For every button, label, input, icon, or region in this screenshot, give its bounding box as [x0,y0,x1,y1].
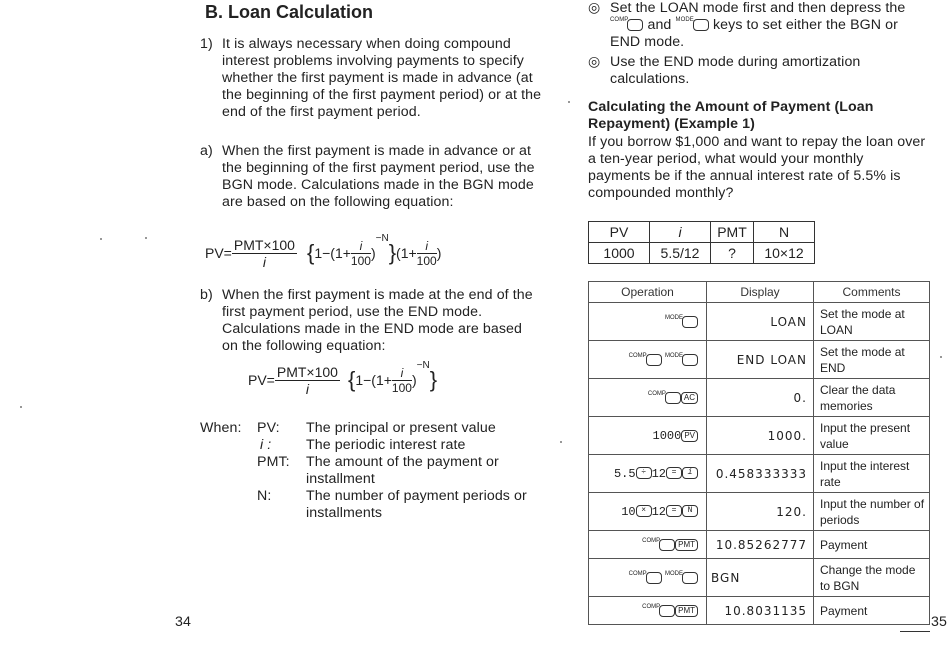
def-desc: The principal or present value [306,420,496,436]
equation-bgn: PV= $\frac{\text{PMT×100}}{i}$ { 1 −(1+ $\frac{i}{100}$ ) −N } (1+ $\frac{i}{100}$ ) [205,233,442,270]
comp-key-icon [646,572,662,584]
var-value: 10×12 [754,243,815,264]
equation-end: PV= $\frac{\text{PMT×100}}{i}$ { 1 −(1+ $\frac{i}{100}$ ) −N } [248,360,438,397]
item-number: b) [200,287,213,303]
page-number-left: 34 [175,614,191,630]
calc-key-icon: = [666,505,682,517]
mode-key-icon [682,354,698,366]
def-term: N: [257,488,272,504]
page-number-right: 35 [931,614,947,630]
def-desc: The periodic interest rate [306,437,466,453]
table-row: MODE LOAN Set the mode at LOAN [589,303,930,341]
ops-header: Comments [814,282,930,303]
when-label: When: [200,420,242,436]
comp-key-icon [646,354,662,366]
pmt-key-icon: PMT [675,605,698,617]
paragraph-1: It is always necessary when doing compound interest problems involving payments to specify whether the first payment is made in advance (at the beginning of the first payment period) or at the end of the first payment period. [222,36,542,120]
variables-table [588,221,815,264]
ac-key-icon: AC [681,392,698,404]
table-row: COMP PMT 10.8031135 Payment [589,597,930,625]
item-number: 1) [200,36,213,52]
var-value: 5.5/12 [650,243,711,264]
comp-key-icon [627,19,643,31]
table-row: COMP MODE END LOAN Set the mode at END [589,341,930,379]
example-text: If you borrow $1,000 and want to repay the loan over a ten-year period, what would your monthly payments be if the annual interest rate of 5.5% is compounded monthly? [588,134,926,201]
paragraph-a: When the first payment is made in advance or at the beginning of the first payment period, use the BGN mode. Calculations made in the BGN mode are based on the following equation: [222,143,535,210]
def-desc: The number of payment periods or installments [306,488,527,521]
var-value: 1000 [589,243,650,264]
calc-key-icon: × [636,505,652,517]
def-desc: The amount of the payment or installment [306,454,499,487]
item-number: a) [200,143,213,159]
ops-header: Operation [589,282,707,303]
table-row: COMP MODE BGN Change the mode to BGN [589,559,930,597]
calc-key-icon: = [666,467,682,479]
def-term: PMT: [257,454,290,470]
paragraph-b: When the first payment is made at the end of the first payment period, use the END mode. Calculations made in the END mode are based on the following equation: [222,287,533,354]
var-header: PV [589,222,650,243]
table-row: 5.5 ÷ 12 = i 0.458333333 Input the interest rate [589,455,930,493]
pmt-key-icon: PMT [675,539,698,551]
def-term: i : [260,437,272,453]
mode-key-icon [682,316,698,328]
mode-key-icon [682,572,698,584]
bullet-icon: ◎ [588,54,601,70]
bullet-1: Set the LOAN mode first and then depress the COMP and MODE keys to set either the BGN or END mode. [610,0,906,50]
table-row: COMP AC 0. Clear the data memories [589,379,930,417]
section-heading: B. Loan Calculation [205,2,374,22]
var-value: ? [711,243,754,264]
var-header: N [754,222,815,243]
ops-header: Display [707,282,814,303]
pv-key-icon: PV [681,430,698,442]
bullet-2: Use the END mode during amortization calculations. [610,54,861,87]
comp-key-icon [659,605,675,617]
def-term: PV: [257,420,280,436]
calc-key-icon: ÷ [636,467,652,479]
table-row: 1000 PV 1000. Input the present value [589,417,930,455]
var-header: PMT [711,222,754,243]
table-row: COMP PMT 10.85262777 Payment [589,531,930,559]
operations-table [588,281,930,625]
calc-key-icon: N [682,505,698,517]
mode-key-icon [693,19,709,31]
table-row: 10 × 12 = N 120. Input the number of periods [589,493,930,531]
var-header: i [650,222,711,243]
bullet-icon: ◎ [588,0,601,16]
comp-key-icon [659,539,675,551]
example-heading: Calculating the Amount of Payment (Loan Repayment) (Example 1) [588,99,874,132]
comp-key-icon [665,392,681,404]
calc-key-icon: i [682,467,698,479]
